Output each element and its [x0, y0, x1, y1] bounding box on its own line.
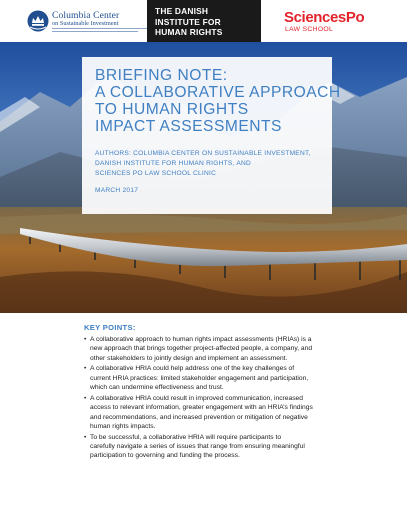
key-point-line: access to relevant information, greater engagement with an HRIA’s findings: [90, 404, 313, 412]
columbia-center-subtitle: on Sustainable Investment: [52, 20, 119, 27]
publication-date: MARCH 2017: [95, 187, 139, 194]
title-line: IMPACT ASSESSMENTS: [95, 118, 282, 135]
title-line: A COLLABORATIVE APPROACH: [95, 84, 341, 101]
key-point-line: • To be successful, a collaborative HRIA will require participants to: [90, 433, 282, 441]
key-point-line: and recommendations, and increased prevention or mitigation of negative: [90, 413, 308, 421]
document-title: [95, 67, 341, 135]
key-point-line: • A collaborative HRIA could result in improved communication, increased: [90, 394, 303, 402]
key-point-line: which can undermine effectiveness and trust.: [90, 384, 224, 392]
key-point-item: [84, 335, 384, 363]
danish-institute-logo: [147, 0, 261, 42]
sciences-po-logo: [284, 9, 394, 37]
key-points-heading: KEY POINTS:: [84, 323, 136, 332]
key-point-item: [84, 394, 384, 432]
columbia-fine-print: [52, 28, 147, 34]
columbia-crown-emblem-icon: [27, 10, 49, 32]
danish-institute-name: THE DANISH INSTITUTE FOR HUMAN RIGHTS: [155, 6, 223, 37]
key-points-section: [84, 323, 384, 462]
title-panel: [82, 57, 341, 214]
sciences-po-subtitle: LAW SCHOOL: [285, 26, 334, 33]
key-point-line: new approach that brings together project-affected people, a company, and: [90, 345, 313, 353]
key-point-line: • A collaborative approach to human rights impact assessments (HRIAs) is a: [90, 336, 312, 343]
key-point-line: other stakeholders to jointly design and implement an assessment.: [90, 354, 288, 362]
key-point-line: human rights impacts.: [90, 423, 156, 431]
authors-line: DANISH INSTITUTE FOR HUMAN RIGHTS, AND: [95, 159, 252, 167]
key-point-line: current HRIA practices: limited stakeholder engagement and participation,: [90, 374, 309, 382]
columbia-center-logo: [27, 9, 147, 37]
sciences-po-name: SciencesPo: [284, 9, 365, 26]
key-point-item: [84, 433, 384, 461]
authors-line: SCIENCES PO LAW SCHOOL CLINIC: [95, 169, 217, 177]
columbia-center-name: Columbia Center: [52, 10, 120, 21]
key-point-line: carefully navigate a series of issues that range from ensuring meaningful: [90, 443, 305, 451]
key-point-line: • A collaborative HRIA could help address one of the key challenges of: [90, 365, 295, 373]
logo-header: [0, 0, 407, 42]
key-points-list: [84, 335, 384, 461]
authors-line: AUTHORS: COLUMBIA CENTER ON SUSTAINABLE INVESTMENT,: [95, 150, 311, 157]
title-line: TO HUMAN RIGHTS: [95, 101, 249, 118]
key-point-line: participation to governing and funding the process.: [90, 452, 240, 460]
key-point-item: [84, 364, 384, 392]
title-line: BRIEFING NOTE:: [95, 67, 228, 84]
authors: [95, 149, 325, 178]
